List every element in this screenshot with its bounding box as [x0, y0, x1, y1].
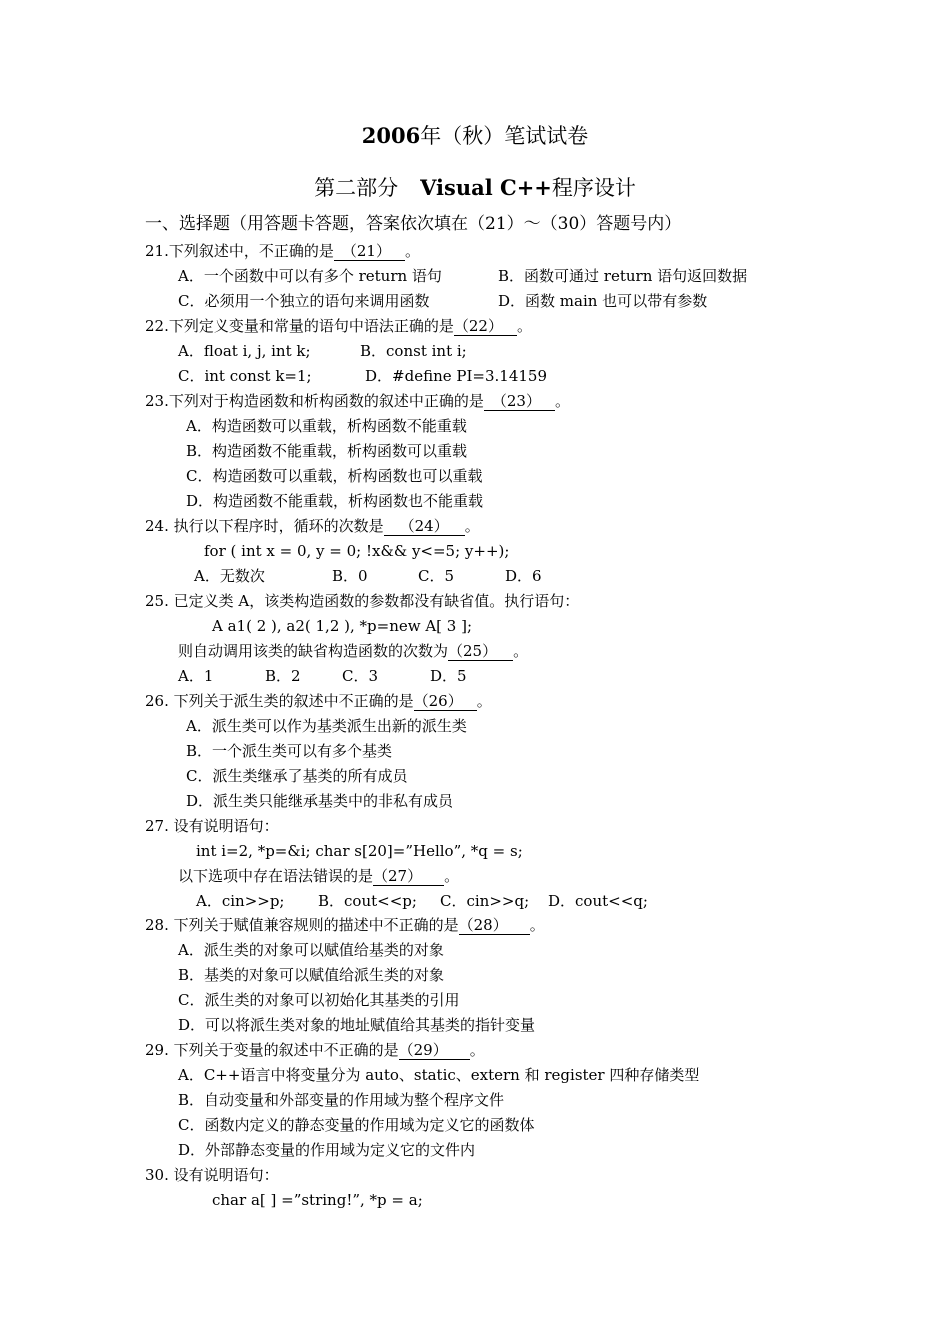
option-b: B．自动变量和外部变量的作用域为整个程序文件	[178, 1091, 505, 1109]
subtitle-bold: Visual C++	[420, 175, 552, 200]
option-c: C．派生类继承了基类的所有成员	[186, 767, 408, 785]
answer-blank: （21）	[334, 243, 405, 261]
question-24: 24. 执行以下程序时，循环的次数是 （24） 。	[145, 517, 480, 535]
option-c: C．构造函数可以重载，析构函数也可以重载	[186, 467, 483, 485]
question-29: 29. 下列关于变量的叙述中不正确的是（29） 。	[145, 1041, 485, 1059]
option-d: D．5	[430, 667, 467, 685]
question-28: 28. 下列关于赋值兼容规则的描述中不正确的是（28） 。	[145, 916, 545, 934]
option-c: C．派生类的对象可以初始化其基类的引用	[178, 991, 460, 1009]
code-line: A a1( 2 ), a2( 1,2 ), *p=new A[ 3 ];	[212, 617, 473, 635]
question-21: 21.下列叙述中，不正确的是 （21） 。	[145, 242, 420, 260]
option-c: C．5	[418, 567, 455, 585]
title-rest: 年（秋）笔试试卷	[420, 124, 589, 148]
option-c: C．int const k=1;	[178, 367, 312, 385]
question-25: 25. 已定义类 A，该类构造函数的参数都没有缺省值。执行语句：	[145, 592, 580, 610]
page-title	[0, 120, 950, 150]
option-d: D．函数 main 也可以带有参数	[498, 292, 708, 310]
option-d: D．6	[505, 567, 542, 585]
option-a: A．1	[178, 667, 214, 685]
option-c: C．3	[342, 667, 379, 685]
option-d: D．cout<<q;	[548, 892, 648, 910]
answer-blank: （27）	[373, 868, 444, 886]
option-c: C．cin>>q;	[440, 892, 530, 910]
option-a: A．一个函数中可以有多个 return 语句	[178, 267, 442, 285]
answer-blank: （25）	[448, 643, 513, 661]
option-d: D．#define PI=3.14159	[365, 367, 547, 385]
option-d: D．可以将派生类对象的地址赋值给其基类的指针变量	[178, 1016, 536, 1034]
answer-blank: （23）	[484, 393, 555, 411]
code-line: char a[ ] =”string!”, *p = a;	[212, 1191, 423, 1209]
code-line: int i=2, *p=&i; char s[20]=”Hello”, *q = s;	[196, 842, 523, 860]
question-23: 23.下列对于构造函数和析构函数的叙述中正确的是 （23） 。	[145, 392, 570, 410]
answer-blank: （22）	[454, 318, 517, 336]
question-27-prompt: 以下选项中存在语法错误的是（27） 。	[178, 867, 460, 885]
page-subtitle	[0, 172, 950, 202]
answer-blank: （26）	[414, 693, 477, 711]
option-b: B．基类的对象可以赋值给派生类的对象	[178, 966, 445, 984]
code-line: for ( int x = 0, y = 0; !x&& y<=5; y++);	[204, 542, 510, 560]
option-d: D．派生类只能继承基类中的非私有成员	[186, 792, 454, 810]
option-b: B．一个派生类可以有多个基类	[186, 742, 393, 760]
answer-blank: （28）	[459, 917, 530, 935]
subtitle-prefix: 第二部分	[314, 176, 399, 200]
option-b: B．2	[265, 667, 301, 685]
answer-blank: （24）	[384, 518, 465, 536]
subtitle-suffix: 程序设计	[551, 176, 636, 200]
option-d: D．外部静态变量的作用域为定义它的文件内	[178, 1141, 476, 1159]
option-b: B．函数可通过 return 语句返回数据	[498, 267, 748, 285]
option-a: A．派生类的对象可以赋值给基类的对象	[178, 941, 444, 959]
title-year: 2006	[361, 123, 421, 148]
option-b: B．构造函数不能重载，析构函数可以重载	[186, 442, 468, 460]
option-a: A．C++语言中将变量分为 auto、static、extern 和 register 四种存储类型	[178, 1066, 700, 1084]
question-30: 30. 设有说明语句：	[145, 1166, 279, 1184]
option-b: B．cout<<p;	[318, 892, 417, 910]
question-26: 26. 下列关于派生类的叙述中不正确的是（26） 。	[145, 692, 492, 710]
option-c: C．必须用一个独立的语句来调用函数	[178, 292, 430, 310]
option-b: B．0	[332, 567, 368, 585]
option-b: B．const int i;	[360, 342, 467, 360]
option-a: A．float i, j, int k;	[178, 342, 311, 360]
option-a: A．构造函数可以重载，析构函数不能重载	[186, 417, 467, 435]
option-a: A．派生类可以作为基类派生出新的派生类	[186, 717, 467, 735]
question-27: 27. 设有说明语句：	[145, 817, 279, 835]
answer-blank: （29）	[399, 1042, 470, 1060]
question-22: 22.下列定义变量和常量的语句中语法正确的是（22） 。	[145, 317, 532, 335]
option-a: A．cin>>p;	[196, 892, 285, 910]
section-heading: 一、选择题（用答题卡答题，答案依次填在（21）～（30）答题号内）	[145, 214, 682, 234]
option-d: D．构造函数不能重载，析构函数也不能重载	[186, 492, 484, 510]
option-a: A．无数次	[194, 567, 265, 585]
option-c: C．函数内定义的静态变量的作用域为定义它的函数体	[178, 1116, 535, 1134]
question-25-prompt: 则自动调用该类的缺省构造函数的次数为（25） 。	[178, 642, 529, 660]
